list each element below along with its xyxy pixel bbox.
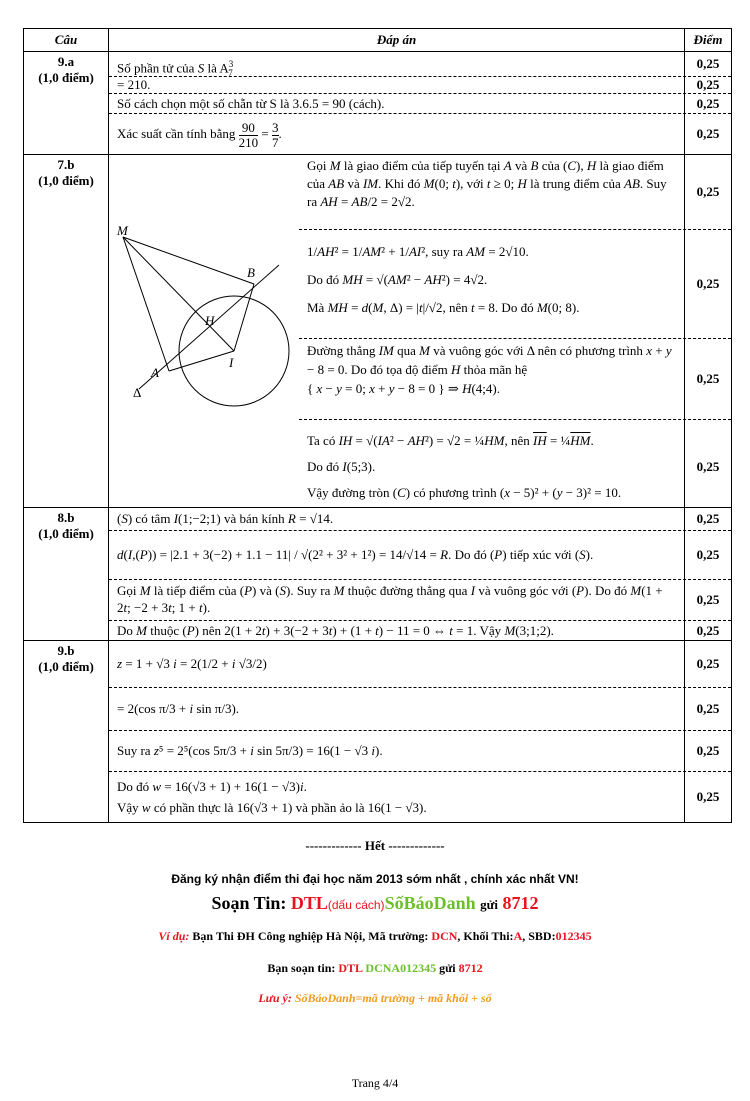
label-delta: Δ: [133, 385, 142, 400]
q9b-line-3: Suy ra z⁵ = 2⁵(cos 5π/3 + i sin 5π/3) = 16(1 − √3 i).: [117, 743, 383, 758]
q9b-score-2: 0,25: [684, 688, 731, 730]
q8b-score-2: 0,25: [684, 531, 731, 579]
q7b-figure: [109, 155, 299, 507]
header-cau: Câu: [24, 29, 109, 52]
circle-diagram: [109, 155, 299, 507]
ban-soan-dtl: DTL: [338, 961, 363, 975]
q9a-line-2: = 210.: [117, 77, 151, 92]
soan-tin-label: Soạn Tin:: [211, 893, 287, 913]
q9b-score-3: 0,25: [684, 731, 731, 771]
q7b-line-2: 1/AH² = 1/AM² + 1/AI², suy ra AM = 2√10. Do đó MH = √(AM² − AH²) = 4√2. Mà MH = d(M, Δ) = |t|/√2, nên t = 8. Do đó M(0; 8).: [307, 244, 580, 315]
gui-label: gửi: [480, 897, 499, 912]
q9b-answers: [109, 641, 732, 823]
q8b-row: [24, 508, 732, 641]
q8b-answers: [109, 508, 732, 641]
q9a-score-1: 0,25: [684, 52, 731, 76]
q7b-line-1: Gọi M là giao điểm của tiếp tuyến tại A và B của (C), H là giao điểm của AB và IM. Khi đó M(0; t), với t ≥ 0; H là trung điểm của AB. Suy ra AH = AB/2 = 2√2.: [307, 158, 667, 209]
answer-table: [23, 28, 732, 823]
q7b-line-3: Đường thẳng IM qua M và vuông góc với Δ nên có phương trình x + y − 8 = 0. Do đó tọa độ điểm H thỏa mãn hệ { x − y = 0; x + y − 8 = 0 } ⇒ H(4;4).: [307, 343, 672, 396]
q9a-line-4: Xác suất cần tính bằng $\frac{90}{210}$ = $\frac{3}{7}$ .: [117, 119, 282, 150]
q8b-points: (1,0 điểm): [38, 526, 94, 541]
q7b-score-4: 0,25: [684, 420, 731, 514]
q7b-answers: [109, 155, 732, 508]
q8b-line-2: d(I,(P)) = |2.1 + 3(−2) + 1.1 − 11| / √(2² + 3² + 1²) = 14/√14 = R. Do đó (P) tiếp xúc với (S).: [117, 547, 594, 562]
ban-soan-code: DCNA012345: [365, 961, 437, 975]
vidu-label: Ví dụ:: [158, 929, 190, 943]
label-H: H: [205, 313, 215, 328]
luuy-text: SốBáoDanh=mã trường + mã khối + số: [294, 991, 492, 1005]
vidu-text: Bạn Thi ĐH Công nghiệp Hà Nội, Mã trường:: [192, 929, 429, 943]
q8b-score-4: 0,25: [684, 621, 731, 640]
ban-soan-line: [0, 961, 750, 976]
q9a-points: (1,0 điểm): [38, 70, 94, 85]
q9a-answers: [109, 52, 732, 155]
so-bao-danh: SốBáoDanh: [384, 893, 476, 913]
vidu-sbd: , SBD:: [522, 929, 556, 943]
dau-cach: (dấu cách): [327, 898, 385, 912]
vidu-ma: DCN: [431, 929, 458, 943]
q7b-row: [24, 155, 732, 508]
label-I: I: [229, 355, 234, 370]
ban-soan-gui: gửi: [439, 961, 456, 975]
vidu-khoi-val: A: [513, 929, 523, 943]
q8b-label-cell: [24, 508, 109, 641]
q9a-score-4: 0,25: [684, 114, 731, 154]
luuy-label: Lưu ý:: [258, 991, 292, 1005]
header-dap-an: Đáp án: [109, 29, 685, 52]
q8b-label: 8.b: [57, 510, 75, 525]
table-header: [24, 29, 732, 52]
q7b-score-3: 0,25: [684, 339, 731, 419]
label-M: M: [117, 223, 128, 238]
q9b-row: [24, 641, 732, 823]
q7b-points: (1,0 điểm): [38, 173, 94, 188]
q8b-line-3: Gọi M là tiếp điểm của (P) và (S). Suy ra M thuộc đường thẳng qua I và vuông góc với (P). Do đó M(1 + 2t; −2 + 3t; 1 + t).: [117, 583, 663, 615]
q7b-label: 7.b: [57, 157, 75, 172]
ban-soan-num: 8712: [458, 961, 483, 975]
q9a-score-3: 0,25: [684, 94, 731, 113]
q9b-score-1: 0,25: [684, 641, 731, 687]
header-diem: Điểm: [685, 29, 732, 52]
q9a-score-2: 0,25: [684, 77, 731, 93]
sms-instruction: [0, 893, 750, 914]
q9b-line-1: z = 1 + √3 i = 2(1/2 + i √3/2): [117, 656, 267, 671]
q9b-score-4: 0,25: [684, 772, 731, 822]
ban-soan-label: Bạn soạn tin:: [267, 961, 336, 975]
q9b-label-cell: [24, 641, 109, 823]
q9a-row: [24, 52, 732, 155]
q7b-label-cell: [24, 155, 109, 508]
q9a-line-3: Số cách chọn một số chẵn từ S là 3.6.5 = 90 (cách).: [117, 96, 385, 111]
q7b-line-4: Ta có IH = √(IA² − AH²) = √2 = ¼HM, nên $\overline{IH}$ = $\frac{1}{4}\overline{HM}$. Do đó I(5;3). Vậy đường tròn (C) có phương trình (x − 5)² + (y − 3)² = 10.: [307, 433, 622, 500]
end-marker: ------------- Hết -------------: [305, 838, 445, 853]
q9b-label: 9.b: [57, 643, 75, 658]
dtl-code: DTL: [290, 893, 328, 913]
example-line: [0, 929, 750, 944]
sms-number: 8712: [502, 893, 539, 913]
q8b-score-3: 0,25: [684, 580, 731, 620]
page-number: Trang 4/4: [351, 1076, 399, 1090]
note-line: [0, 991, 750, 1006]
q9b-line-4: Do đó w = 16(√3 + 1) + 16(1 − √3)i. Vậy w có phần thực là 16(√3 + 1) và phần ảo là 16(1 − √3).: [117, 779, 427, 815]
q9a-label-cell: [24, 52, 109, 155]
q8b-score-1: 0,25: [684, 508, 731, 530]
q7b-score-1: 0,25: [684, 155, 731, 229]
vidu-sbd-val: 012345: [555, 929, 592, 943]
q9a-line-1: Số phần tử của S là $A^3_7$: [117, 59, 234, 78]
vidu-khoi: , Khối Thi:: [457, 929, 514, 943]
q7b-score-2: 0,25: [684, 230, 731, 338]
label-B: B: [247, 265, 255, 280]
q8b-line-1: (S) có tâm I(1;−2;1) và bán kính R = √14.: [117, 511, 334, 526]
q9a-label: 9.a: [57, 54, 75, 69]
label-A: A: [151, 365, 159, 380]
q8b-line-4: Do M thuộc (P) nên 2(1 + 2t) + 3(−2 + 3t) + (1 + t) − 11 = 0 ⇔ t = 1. Vậy M(3;1;2).: [117, 623, 554, 638]
register-notice: Đăng ký nhận điểm thi đại học năm 2013 sớm nhất , chính xác nhất VN!: [171, 872, 579, 886]
q9b-points: (1,0 điểm): [38, 659, 94, 674]
q9b-line-2: = 2(cos π/3 + i sin π/3).: [117, 701, 240, 716]
